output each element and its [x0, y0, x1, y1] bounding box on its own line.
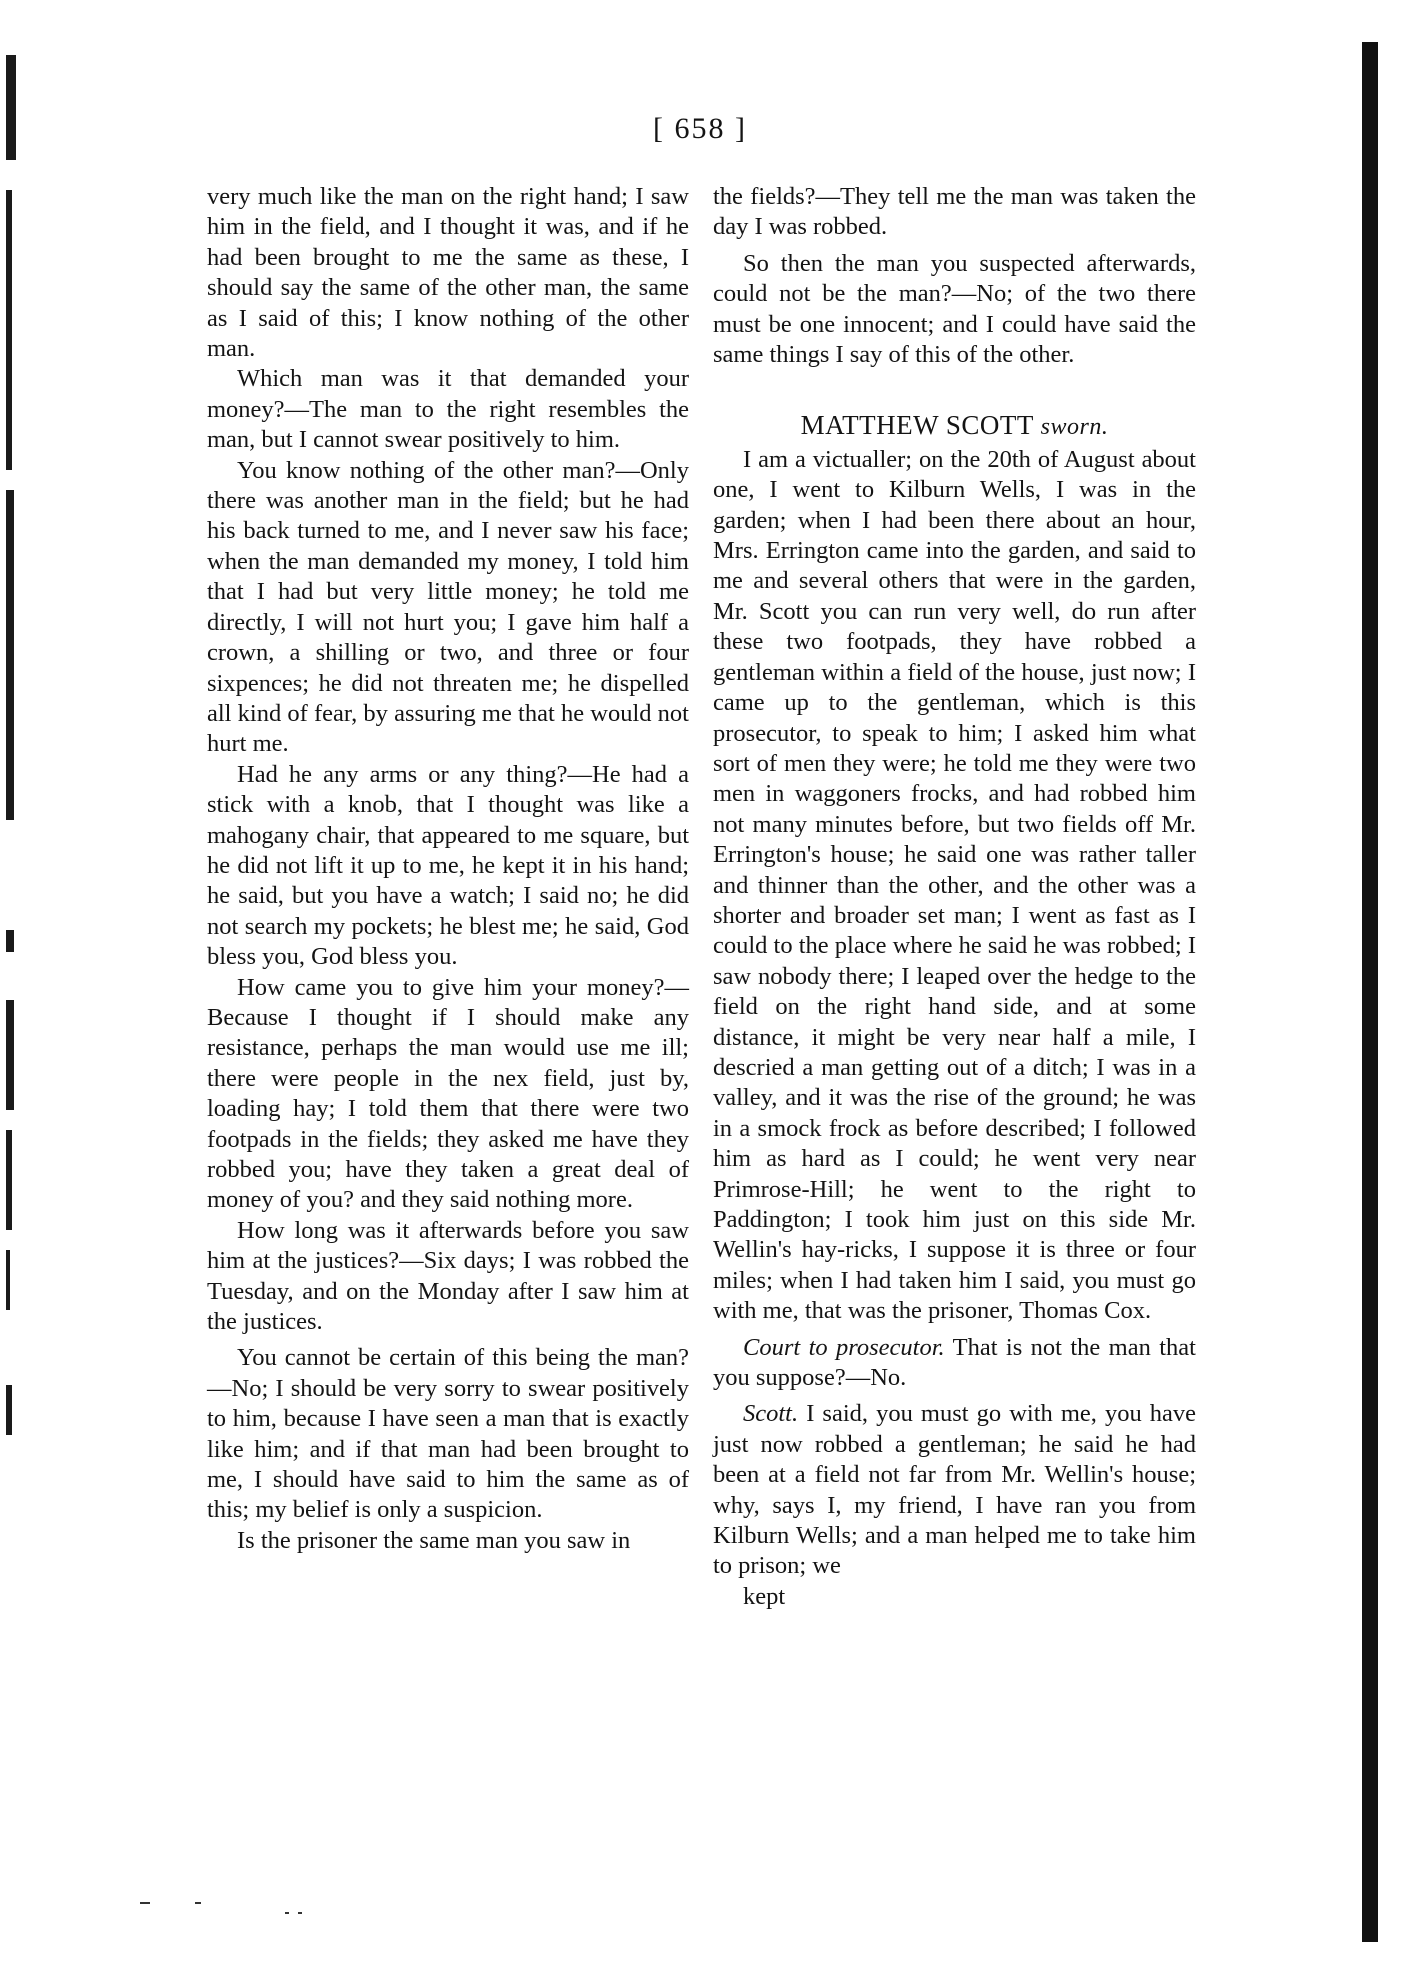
right-column [713, 182, 1196, 1612]
paragraph: Is the prisoner the same man you saw in [237, 1526, 631, 1554]
speaker-label: Scott. [743, 1400, 799, 1428]
court-question [713, 1333, 1196, 1394]
speech-text: That is not the man that you suppose?—No. [713, 1333, 1196, 1392]
edge-mark [6, 490, 14, 820]
edge-mark [6, 1130, 12, 1230]
edge-mark [6, 1385, 12, 1435]
paragraph: How came you to give him your money?—Because I thought if I should make any resistance, perhaps the man would use me ill; there were people in the nex field, just by, loading hay; I told them that there were two footpads in the fields; they asked me have they robbed you; have they taken a great deal of money of you? and they said nothing more. [207, 973, 689, 1214]
witness-sworn: sworn. [1040, 414, 1109, 441]
edge-mark [6, 1000, 14, 1110]
scan-speck [285, 1912, 289, 1914]
scan-speck [140, 1902, 150, 1904]
paragraph: the fields?—They tell me the man was taken the day I was robbed. [713, 183, 1196, 241]
catchword: kept [743, 1582, 786, 1610]
binding-shadow [1362, 42, 1378, 1942]
testimony-paragraph: I am a victualler; on the 20th of August about one, I went to Kilburn Wells, I was in the garden; when I had been there about an hour, Mrs. Errington came into the garden, and said to me and several others that were in the garden, Mr. Scott you can run very well, do run after these two footpads, they have robbed a gentleman within a field of the house, just now; I came up to the gentleman, which is this prosecutor, to speak to him; I asked him what sort of men they were; he told me they were two men in waggoners frocks, and had robbed him not many minutes before, but two fields off Mr. Errington's house; he said one was rather taller and thinner than the other, and the other was a shorter and broader set man; I went as fast as I could to the place where he said he was robbed; I saw nobody there; I leaped over the hedge to the field on the right hand side, and at some distance, it might be very near half a mile, I descried a man getting out of a ditch; I was in a valley, and it was the rise of the ground; he was in a smock frock as before described; I followed him as hard as I could; he went very near Primrose-Hill; he went to the right to Paddington; I took him just on this side Mr. Wellin's hay-ricks, I suppose it is three or four miles; when I had taken him I said, you must go with me, that was the prisoner, Thomas Cox. [713, 445, 1197, 1325]
paragraph: So then the man you suspected afterwards, could not be the man?—No; of the two there must be one innocent; and I could have said the same things I say of this of the other. [713, 249, 1196, 369]
paragraph: very much like the man on the right hand; I saw him in the field, and I thought it was, and if he had been brought to me the same as these, I should say the same of the other man, the same as I said of this; I know nothing of the other man. [207, 183, 689, 363]
paragraph: You cannot be certain of this being the man?—No; I should be very sorry to swear positively to him, because I have seen a man that is exactly like him; and if that man had been brought to me, I should have said to him the same as of this; my belief is only a suspicion. [207, 1344, 689, 1524]
left-column [207, 182, 689, 1556]
speech-text: I said, you must go with me, you have just now robbed a gentleman; he said he had been at a field not far from Mr. Wellin's house; why, says I, my friend, I have ran you from Kilburn Wells; and a man helped me to take him to prison; we [713, 1400, 1197, 1580]
page-number: [ 658 ] [653, 112, 747, 145]
paragraph: How long was it afterwards before you saw him at the justices?—Six days; I was robbed the Tuesday, and on the Monday after I saw him at the justices. [207, 1216, 689, 1336]
scan-speck [195, 1902, 201, 1904]
witness-heading [713, 410, 1196, 442]
paragraph: You know nothing of the other man?—Only there was another man in the field; but he had his back turned to me, and I never saw his face; when the man demanded my money, I told him that I had but very little money; he told me directly, I will not hurt you; I gave him half a crown, a shilling or two, and three or four sixpences; he did not threaten me; he dispelled all kind of fear, by assuring me that he would not hurt me. [207, 456, 689, 758]
witness-name: MATTHEW SCOTT [800, 410, 1034, 441]
paragraph: Which man was it that demanded your money?—The man to the right resembles the man, but I cannot swear positively to him. [207, 365, 689, 454]
scan-speck [298, 1912, 302, 1914]
edge-mark [6, 1250, 10, 1310]
speaker-label: Court to prosecutor. [743, 1333, 945, 1361]
paragraph: Had he any arms or any thing?—He had a stick with a knob, that I thought was like a mahogany chair, that appeared to me square, but he did not lift it up to me, he kept it in his hand; he said, but you have a watch; I said no; he did not search my pockets; he blest me; he said, God bless you, God bless you. [207, 760, 689, 971]
edge-mark [6, 930, 14, 952]
edge-mark [6, 190, 12, 470]
scott-reply [713, 1399, 1196, 1581]
edge-mark [6, 55, 16, 160]
